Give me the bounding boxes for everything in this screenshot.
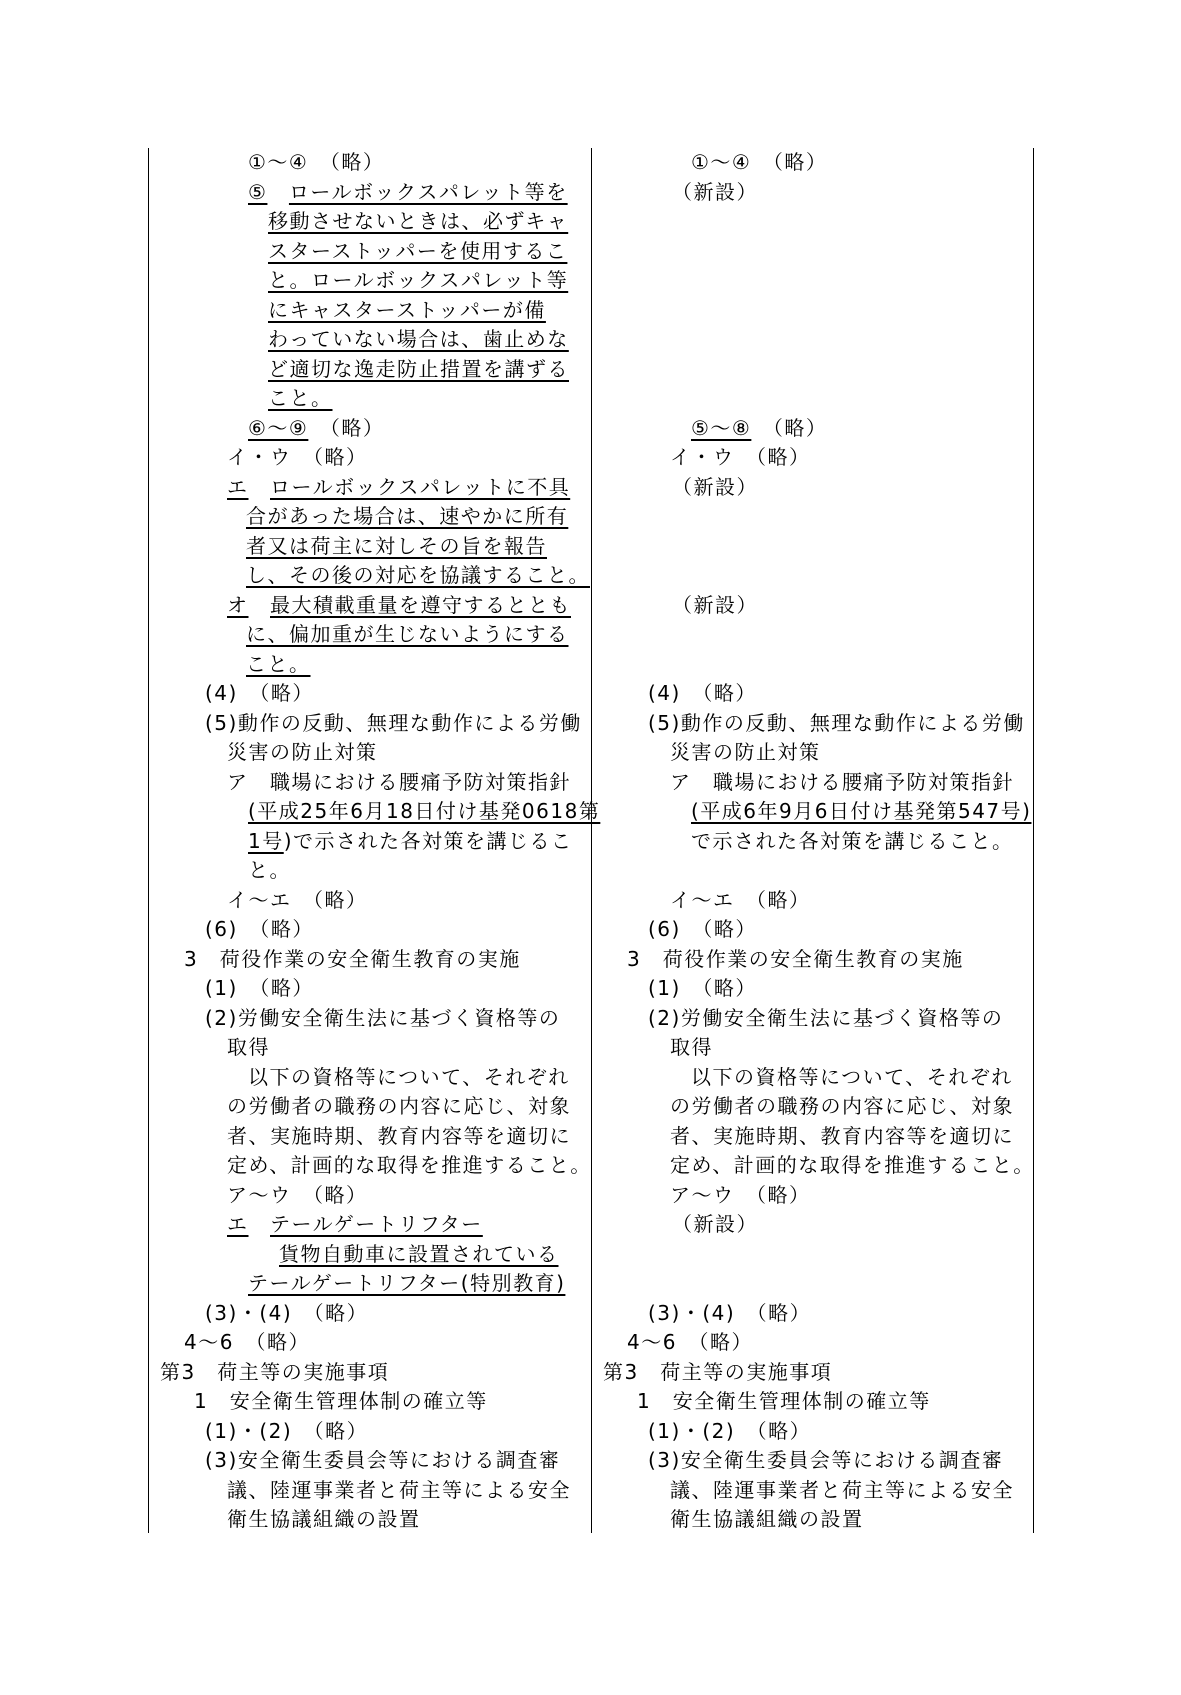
text-segment: 第3 荷主等の実施事項 xyxy=(160,1359,390,1384)
right-text-line xyxy=(637,1387,931,1416)
text-segment: 1 安全衛生管理体制の確立等 xyxy=(637,1389,931,1413)
text-segment: (1) （略） xyxy=(205,976,314,1000)
amended-text: わっていない場合は、歯止めな xyxy=(268,327,569,351)
left-text-line xyxy=(227,1122,571,1151)
left-text-line xyxy=(227,591,571,620)
left-text-line xyxy=(227,473,570,502)
text-segment: (2)労働安全衛生法に基づく資格等の xyxy=(205,1005,561,1030)
right-text-line xyxy=(670,443,811,472)
left-text-line xyxy=(205,1004,560,1033)
text-segment: (2)労働安全衛生法に基づく資格等の xyxy=(648,1005,1004,1030)
right-text-line xyxy=(670,1505,864,1534)
table-border-right xyxy=(1033,148,1034,1533)
right-text-line xyxy=(648,1299,811,1328)
text-segment: 定め、計画的な取得を推進すること。 xyxy=(227,1153,592,1177)
left-text-line xyxy=(184,945,521,974)
text-segment: イ～エ （略） xyxy=(670,887,811,912)
text-segment: の労働者の職務の内容に応じ、対象 xyxy=(227,1094,571,1118)
left-text-line xyxy=(184,1328,310,1357)
right-text-line xyxy=(670,1476,1014,1505)
left-text-line xyxy=(227,443,368,472)
text-segment: 3 荷役作業の安全衛生教育の実施 xyxy=(627,946,964,971)
text-segment: )で示された各対策を講じるこ xyxy=(283,828,573,853)
text-segment: イ～エ （略） xyxy=(227,887,368,912)
text-segment: (3)安全衛生委員会等における調査審 xyxy=(205,1448,561,1472)
left-text-line xyxy=(268,325,569,354)
amended-text: (平成6年9月6日付け基発第547号) xyxy=(691,799,1032,823)
text-segment: (4) （略） xyxy=(648,681,757,705)
left-text-line xyxy=(227,1210,483,1239)
text-segment: 以下の資格等について、それぞれ xyxy=(691,1064,1013,1089)
right-text-line xyxy=(691,797,1031,826)
right-text-line xyxy=(691,148,827,177)
left-text-line xyxy=(248,178,568,207)
left-text-line xyxy=(227,1033,270,1062)
left-text-line xyxy=(227,1092,571,1121)
left-text-line xyxy=(227,1181,368,1210)
left-text-line xyxy=(248,414,384,443)
text-segment: 災害の防止対策 xyxy=(670,740,821,764)
text-segment: 第3 荷主等の実施事項 xyxy=(603,1359,833,1384)
amended-text: テールゲートリフター(特別教育) xyxy=(248,1271,566,1295)
text-segment: ア 職場における腰痛予防対策指針 xyxy=(670,769,1014,794)
left-text-line xyxy=(268,207,568,236)
text-segment: (4) （略） xyxy=(205,681,314,705)
text-segment: （略） xyxy=(308,415,385,440)
amended-text: ロールボックスパレット等を xyxy=(288,179,568,204)
text-segment: 議、陸運事業者と荷主等による安全 xyxy=(670,1477,1014,1502)
amended-text: こと。 xyxy=(268,386,333,410)
text-segment: （新設） xyxy=(672,592,758,617)
right-text-line xyxy=(603,1358,832,1387)
amended-text: し、その後の対応を協議すること。 xyxy=(246,563,590,587)
left-text-line xyxy=(227,1476,571,1505)
text-segment: イ・ウ （略） xyxy=(227,445,368,469)
left-text-line xyxy=(248,856,291,885)
right-text-line xyxy=(648,915,757,944)
left-text-line xyxy=(279,1240,559,1269)
left-text-line xyxy=(160,1358,389,1387)
amended-text: 最大積載重量を遵守するととも xyxy=(270,592,571,617)
right-text-line xyxy=(672,591,758,620)
table-border-left xyxy=(148,148,149,1533)
text-segment xyxy=(249,593,271,617)
right-text-line xyxy=(670,1151,1035,1180)
left-text-line xyxy=(248,797,600,826)
amended-text: 1号 xyxy=(248,828,284,853)
text-segment: （新設） xyxy=(672,179,758,204)
amended-text: 貨物自動車に設置されている xyxy=(279,1241,559,1266)
amended-text: ⑥～⑨ xyxy=(248,415,309,440)
amended-text: テールゲートリフター xyxy=(270,1212,483,1236)
amended-text: にキャスターストッパーが備 xyxy=(268,297,546,322)
text-segment: の労働者の職務の内容に応じ、対象 xyxy=(670,1094,1014,1118)
left-text-line xyxy=(246,502,568,531)
left-text-line xyxy=(205,1417,368,1446)
table-border-middle xyxy=(591,148,592,1533)
text-segment: 者、実施時期、教育内容等を適切に xyxy=(227,1123,571,1148)
text-segment: 定め、計画的な取得を推進すること。 xyxy=(670,1153,1035,1177)
right-text-line xyxy=(627,945,964,974)
right-text-line xyxy=(691,414,827,443)
right-text-line xyxy=(670,1092,1014,1121)
text-segment: 4～6 （略） xyxy=(627,1330,753,1354)
amended-text: ロールボックスパレットに不具 xyxy=(270,474,571,499)
amended-text: 合があった場合は、速やかに所有 xyxy=(246,504,569,528)
text-segment: （略） xyxy=(751,415,828,440)
text-segment xyxy=(249,475,271,499)
text-segment: (3)安全衛生委員会等における調査審 xyxy=(648,1448,1004,1472)
text-segment: （新設） xyxy=(672,1212,758,1236)
amended-text: エ xyxy=(227,474,249,499)
left-text-line xyxy=(248,1269,565,1298)
amended-text: ⑤～⑧ xyxy=(691,415,752,440)
amended-text: スターストッパーを使用するこ xyxy=(268,238,568,263)
text-segment: (6) （略） xyxy=(205,917,314,941)
text-segment: (5)動作の反動、無理な動作による労働 xyxy=(205,710,582,735)
amended-text: こと。 xyxy=(246,651,311,676)
amended-text: エ xyxy=(227,1212,249,1236)
left-text-line xyxy=(205,1446,560,1475)
text-segment: 3 荷役作業の安全衛生教育の実施 xyxy=(184,946,521,971)
left-text-line xyxy=(227,768,571,797)
text-segment: 取得 xyxy=(227,1035,270,1059)
left-text-line xyxy=(246,620,569,649)
text-segment: (1) （略） xyxy=(648,976,757,1000)
left-text-line xyxy=(227,1151,592,1180)
left-text-line xyxy=(268,237,567,266)
left-text-line xyxy=(268,296,546,325)
text-segment: 災害の防止対策 xyxy=(227,740,378,764)
text-segment: ①～④ （略） xyxy=(248,150,385,174)
text-segment: ア～ウ （略） xyxy=(227,1182,368,1207)
right-text-line xyxy=(648,1004,1003,1033)
left-text-line xyxy=(268,355,569,384)
right-text-line xyxy=(670,1181,811,1210)
left-text-line xyxy=(268,384,333,413)
text-segment: で示された各対策を講じること。 xyxy=(691,828,1014,853)
left-text-line xyxy=(227,738,378,767)
text-segment: (1)・(2) （略） xyxy=(648,1418,812,1443)
left-text-line xyxy=(205,679,314,708)
text-segment: (3)・(4) （略） xyxy=(648,1300,812,1325)
amended-text: 移動させないときは、必ずキャ xyxy=(268,209,569,233)
text-segment xyxy=(249,1212,271,1236)
amended-text: オ xyxy=(227,592,249,617)
left-text-line xyxy=(205,1299,368,1328)
left-text-line xyxy=(248,1063,570,1092)
left-text-line xyxy=(246,532,547,561)
text-segment: 以下の資格等について、それぞれ xyxy=(248,1064,570,1089)
amended-text: ⑤ xyxy=(248,179,268,204)
left-text-line xyxy=(268,266,568,295)
right-text-line xyxy=(670,1122,1014,1151)
text-segment: と。 xyxy=(248,858,291,882)
text-segment: (3)・(4) （略） xyxy=(205,1300,369,1325)
right-text-line xyxy=(670,738,821,767)
right-text-line xyxy=(691,827,1014,856)
left-text-line xyxy=(246,561,590,590)
text-segment: イ・ウ （略） xyxy=(670,445,811,469)
text-segment: 取得 xyxy=(670,1035,713,1059)
text-segment: 4～6 （略） xyxy=(184,1330,310,1354)
text-segment: (5)動作の反動、無理な動作による労働 xyxy=(648,710,1025,735)
amended-text: ど適切な逸走防止措置を講ずる xyxy=(268,356,569,381)
right-text-line xyxy=(648,1417,811,1446)
right-text-line xyxy=(648,1446,1003,1475)
text-segment: 議、陸運事業者と荷主等による安全 xyxy=(227,1477,571,1502)
right-text-line xyxy=(670,1033,713,1062)
left-text-line xyxy=(227,886,368,915)
text-segment: ①～④ （略） xyxy=(691,150,828,174)
right-text-line xyxy=(670,886,811,915)
text-segment: （新設） xyxy=(672,474,758,499)
left-text-line xyxy=(205,974,314,1003)
right-text-line xyxy=(648,679,757,708)
amended-text: (平成25年6月18日付け基発0618第 xyxy=(248,799,601,823)
text-segment: 者、実施時期、教育内容等を適切に xyxy=(670,1123,1014,1148)
text-segment: ア～ウ （略） xyxy=(670,1182,811,1207)
amended-text: と。ロールボックスパレット等 xyxy=(268,268,569,292)
right-text-line xyxy=(672,1210,758,1239)
left-text-line xyxy=(248,827,573,856)
amended-text: 者又は荷主に対しその旨を報告 xyxy=(246,533,547,558)
right-text-line xyxy=(627,1328,753,1357)
right-text-line xyxy=(648,974,757,1003)
right-text-line xyxy=(672,178,758,207)
right-text-line xyxy=(670,768,1014,797)
right-text-line xyxy=(648,709,1025,738)
left-text-line xyxy=(246,650,311,679)
text-segment: 1 安全衛生管理体制の確立等 xyxy=(194,1389,488,1413)
text-segment: 衛生協議組織の設置 xyxy=(670,1507,864,1531)
text-segment: ア 職場における腰痛予防対策指針 xyxy=(227,769,571,794)
text-segment xyxy=(267,180,289,204)
right-text-line xyxy=(672,473,758,502)
text-segment: 衛生協議組織の設置 xyxy=(227,1507,421,1531)
left-text-line xyxy=(205,709,582,738)
amended-text: に、偏加重が生じないようにする xyxy=(246,622,569,646)
text-segment: (6) （略） xyxy=(648,917,757,941)
left-text-line xyxy=(194,1387,488,1416)
left-text-line xyxy=(205,915,314,944)
right-text-line xyxy=(691,1063,1013,1092)
text-segment: (1)・(2) （略） xyxy=(205,1418,369,1443)
left-text-line xyxy=(248,148,384,177)
left-text-line xyxy=(227,1505,421,1534)
